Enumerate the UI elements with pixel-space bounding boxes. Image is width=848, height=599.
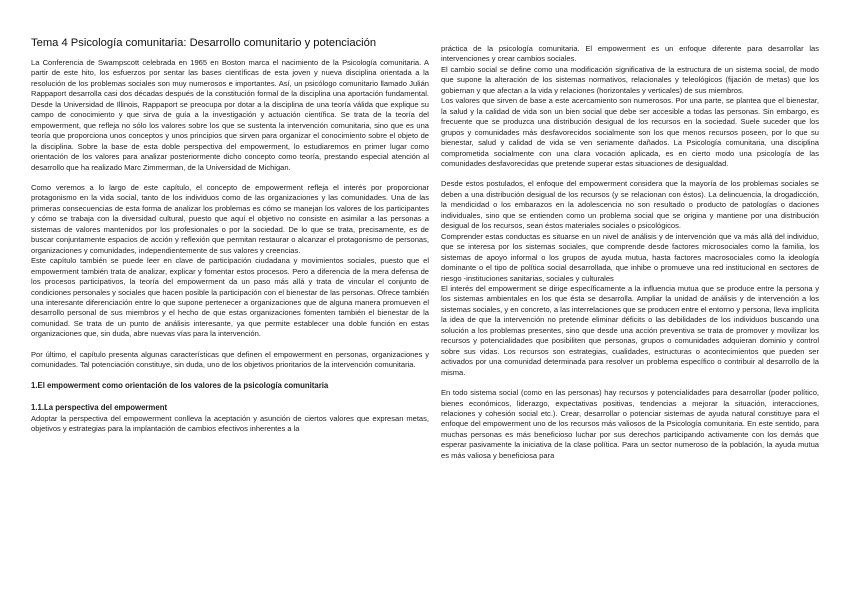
paragraph: Adoptar la perspectiva del empowerment conlleva la aceptación y asunción de ciertos valores que expresan metas, objetivos y estrategias para la implantación de cambios efectivos inherentes a la: [31, 413, 429, 434]
paragraph: El cambio social se define como una modificación significativa de la estructura de un sistema social, de modo que supone la alteración de los sistemas normativos, relacionales y teleológicos (fijación de metas) que los gobiernan y que afectan a la vida y relaciones (horizontales y verticales) de sus miembros.: [441, 64, 819, 95]
right-column: [441, 44, 819, 461]
paragraph: La Conferencia de Swampscott celebrada en 1965 en Boston marca el nacimiento de la Psicología comunitaria. A partir de este hito, los esfuerzos por sentar las bases científicas de esta joven y nueva disciplina orientada a la resolución de los problemas sociales son muy numerosos e importantes. Así, un psicólogo comunitario llamado Julián Rappaport desarrolla casi dos décadas después de la constitución formal de la disciplina una aportación fundamental. Desde la Universidad de Illinois, Rappaport se preocupa por dotar a la disciplina de una teoría válida que explique su campo de conocimiento y que sirva de guía a la investigación y actuación científica. Se trata de la teoría del empowerment, que refleja no sólo los valores sobre los que se sustenta la intervención comunitaria, sino que es una teoría que proporciona unos conceptos y unos principios que sirven para organizar el conocimiento sobre el objeto de la disciplina. Sobre la base de esta doble perspectiva del empowerment, lo estudiaremos en primer lugar como orientación de los valores para analizar posteriormente dicho concepto como teoría, prestando especial atención al desarrollo que ha realizado Marc Zimmerman, de la Universidad de Michigan.: [31, 58, 429, 172]
section-heading: 1.El empowerment como orientación de los valores de la psicología comunitaria: [31, 380, 329, 390]
paragraph: El interés del empowerment se dirige específicamente a la influencia mutua que se produce entre la persona y los sistemas ambientales en los que ésta se desarrolla. Ampliar la unidad de análisis y de intervención a los sistemas sociales, y en concreto, a las interrelaciones que se producen entre el entorno y persona, lleva implícita la idea de que la intervención no pretende eliminar déficits o las debilidades de los individuos buscando una solución a los problemas presentes, sino que desde una acción preventiva se trata de promover y movilizar los recursos y potencialidades que posibiliten que personas, grupos o comunidades adquieran dominio y control sobre sus vidas. Los recursos son estrategias, cualidades, estructuras o acontecimientos que pueden ser activados por una comunidad determinada para resolver un problema específico o contribuir al desarrollo de la misma.: [441, 283, 819, 377]
paragraph: Los valores que sirven de base a este acercamiento son numerosos. Por una parte, se plantea que el bienestar, la salud y la calidad de vida son un bien social que debe ser accesible a todas las personas. Sin embargo, es frecuente que se produzca una distribución desigual de los recursos en la sociedad. Suele suceder que los grupos y comunidades más desfavorecidos socialmente son los que menos recursos poseen, por lo que su bienestar, salud y calidad de vida se ven seriamente dañados. La Psicología comunitaria, una disciplina comprometida socialmente con una clara vocación aplicada, es en cierto modo una psicología de las comunidades desfavorecidas que pretende superar estas situaciones de desigualdad.: [441, 96, 819, 168]
paragraph: Por último, el capítulo presenta algunas características que definen el empowerment en personas, organizaciones y comunidades. Tal potenciación constituye, sin duda, uno de los objetivos prioritarios de la intervención comunitaria.: [31, 349, 429, 370]
paragraph: En todo sistema social (como en las personas) hay recursos y potencialidades para desarrollar (poder político, bienes económicos, liderazgo, expectativas positivas, tendencias a mejorar la situación, interacciones, relaciones y cohesión social etc.). Crear, desarrollar o potenciar sistemas de ayuda natural constituye para el enfoque del empowerment uno de los recursos más valiosos de la Psicología comunitaria. En este sentido, para muchas personas es más beneficioso luchar por sus derechos participando activamente con los demás que esperar pasivamente la iniciativa de la clase política. Para un sector numeroso de la población, la ayuda mutua es más valiosa y beneficiosa para: [441, 388, 819, 460]
paragraph: Comprender estas conductas es situarse en un nivel de análisis y de intervención que va más allá del individuo, que se interesa por los sistemas sociales, que comprende desde factores microsociales como la familia, los sistemas de apoyo informal o los grupos de ayuda mutua, hasta factores macrosociales como la ideología dominante o el tipo de política social desarrollada, que inhibe o promueve una red institucional en sectores de riesgo -instituciones sanitarias, sociales y culturales: [441, 231, 819, 283]
paragraph: Desde estos postulados, el enfoque del empowerment considera que la mayoría de los problemas sociales se deben a una distribución desigual de los recursos (y se relacionan con éstos). La delincuencia, la drogadicción, la mendicidad o los embarazos en la adolescencia no son resultado o producto de patologías o daciones individuales, sino que se entienden como un problema social que se origina y mantiene por una distribución desigual de los recursos, sean éstos materiales sociales o psicológicos.: [441, 179, 819, 231]
paragraph: Como veremos a lo largo de este capítulo, el concepto de empowerment refleja el interés por proporcionar protagonismo en la vida social, tanto de los individuos como de las organizaciones y las comunidades. Una de las primeras consecuencias de esta forma de analizar los problemas es cómo se manejan los valores de los participantes y cómo se trabaja con la diversidad cultural, puesto que aquí el objetivo no consiste en asimilar a las personas a sistemas de valores mantenidos por los profesionales o por la sociedad. De lo que se trata, precisamente, es de buscar conjuntamente espacios de acción y reflexión que permitan restaurar o alcanzar el protagonismo de personas, organizaciones y comunidades, independientemente de sus valores y creencias.: [31, 182, 429, 255]
left-column: [31, 36, 429, 435]
paragraph: práctica de la psicología comunitaria. El empowerment es un enfoque diferente para desarrollar las intervenciones y crear cambios sociales.: [441, 44, 819, 64]
paragraph: Este capítulo también se puede leer en clave de participación ciudadana y movimientos sociales, puesto que el empowerment también trata de analizar, explicar y fomentar estos procesos. Pero a diferencia de la mera defensa de los procesos participativos, la teoría del empowerment da un paso más allá y trata de vincular el conjunto de condiciones personales y sociales que hacen posible la participación con el bienestar de las personas. Ofrece también una interesante diferenciación entre lo que supone pertenecer a organizaciones que de alguna manera promueven el desarrollo personal de sus miembros y el hecho de que estas organizaciones fomenten también el bienestar de la comunidad. Se trata de un punto de análisis interesante, ya que permite establecer una doble función en estas organizaciones que, sin duda, abre nuevas vías para la intervención.: [31, 256, 429, 339]
subsection-heading: 1.1.La perspectiva del empowerment: [31, 403, 168, 413]
page-title: Tema 4 Psicología comunitaria: Desarrollo comunitario y potenciación: [31, 37, 377, 49]
